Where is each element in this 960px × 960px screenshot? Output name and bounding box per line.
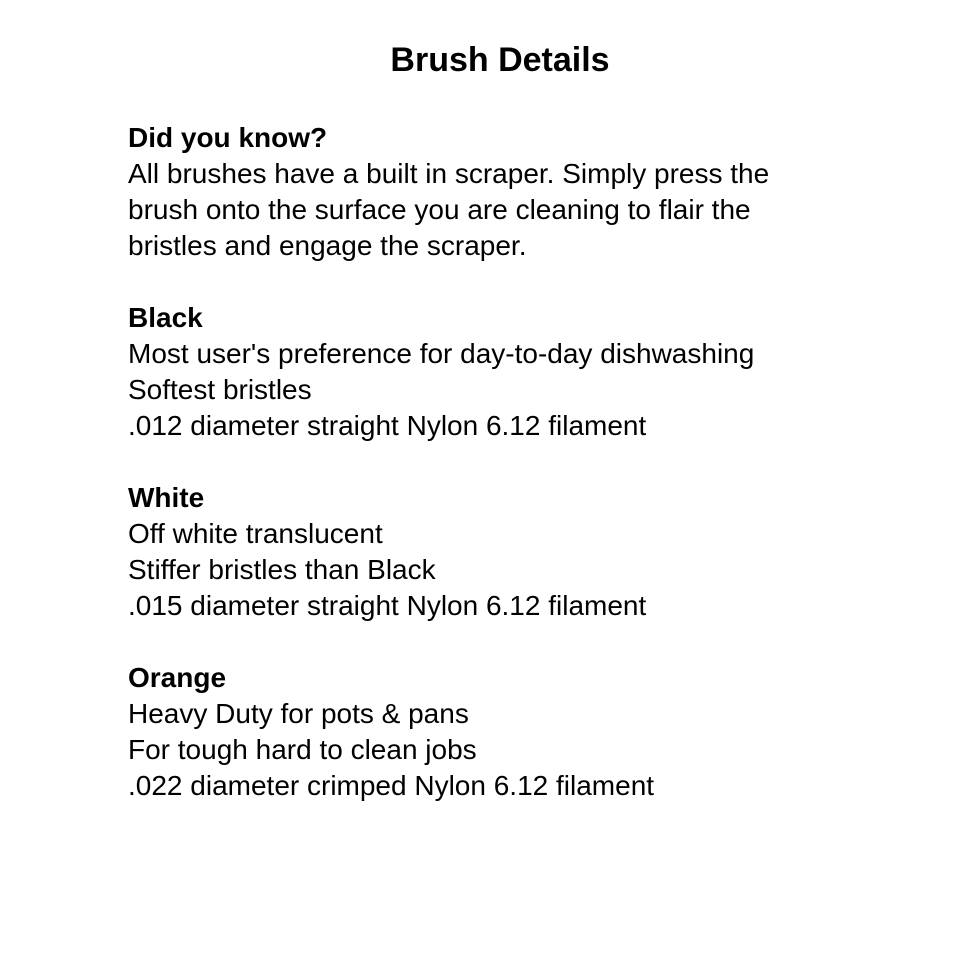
section-did-you-know	[128, 120, 769, 264]
section-line: brush onto the surface you are cleaning to flair the	[128, 194, 751, 225]
section-orange	[128, 660, 769, 804]
section-line: For tough hard to clean jobs	[128, 734, 477, 765]
section-line: All brushes have a built in scraper. Simply press the	[128, 158, 770, 189]
section-heading: Orange	[128, 662, 227, 693]
section-line: Stiffer bristles than Black	[128, 554, 436, 585]
section-heading: White	[128, 482, 205, 513]
section-line: Off white translucent	[128, 518, 383, 549]
section-heading: Black	[128, 302, 203, 333]
section-line: .012 diameter straight Nylon 6.12 filament	[128, 410, 647, 441]
content	[128, 120, 769, 840]
section-line: .015 diameter straight Nylon 6.12 filament	[128, 590, 647, 621]
section-white	[128, 480, 769, 624]
section-line: Softest bristles	[128, 374, 312, 405]
section-line: Heavy Duty for pots & pans	[128, 698, 469, 729]
section-line: Most user's preference for day-to-day dishwashing	[128, 338, 755, 369]
section-line: .022 diameter crimped Nylon 6.12 filament	[128, 770, 655, 801]
section-heading: Did you know?	[128, 122, 328, 153]
page-title: Brush Details	[390, 41, 610, 79]
section-black	[128, 300, 769, 444]
section-line: bristles and engage the scraper.	[128, 230, 527, 261]
